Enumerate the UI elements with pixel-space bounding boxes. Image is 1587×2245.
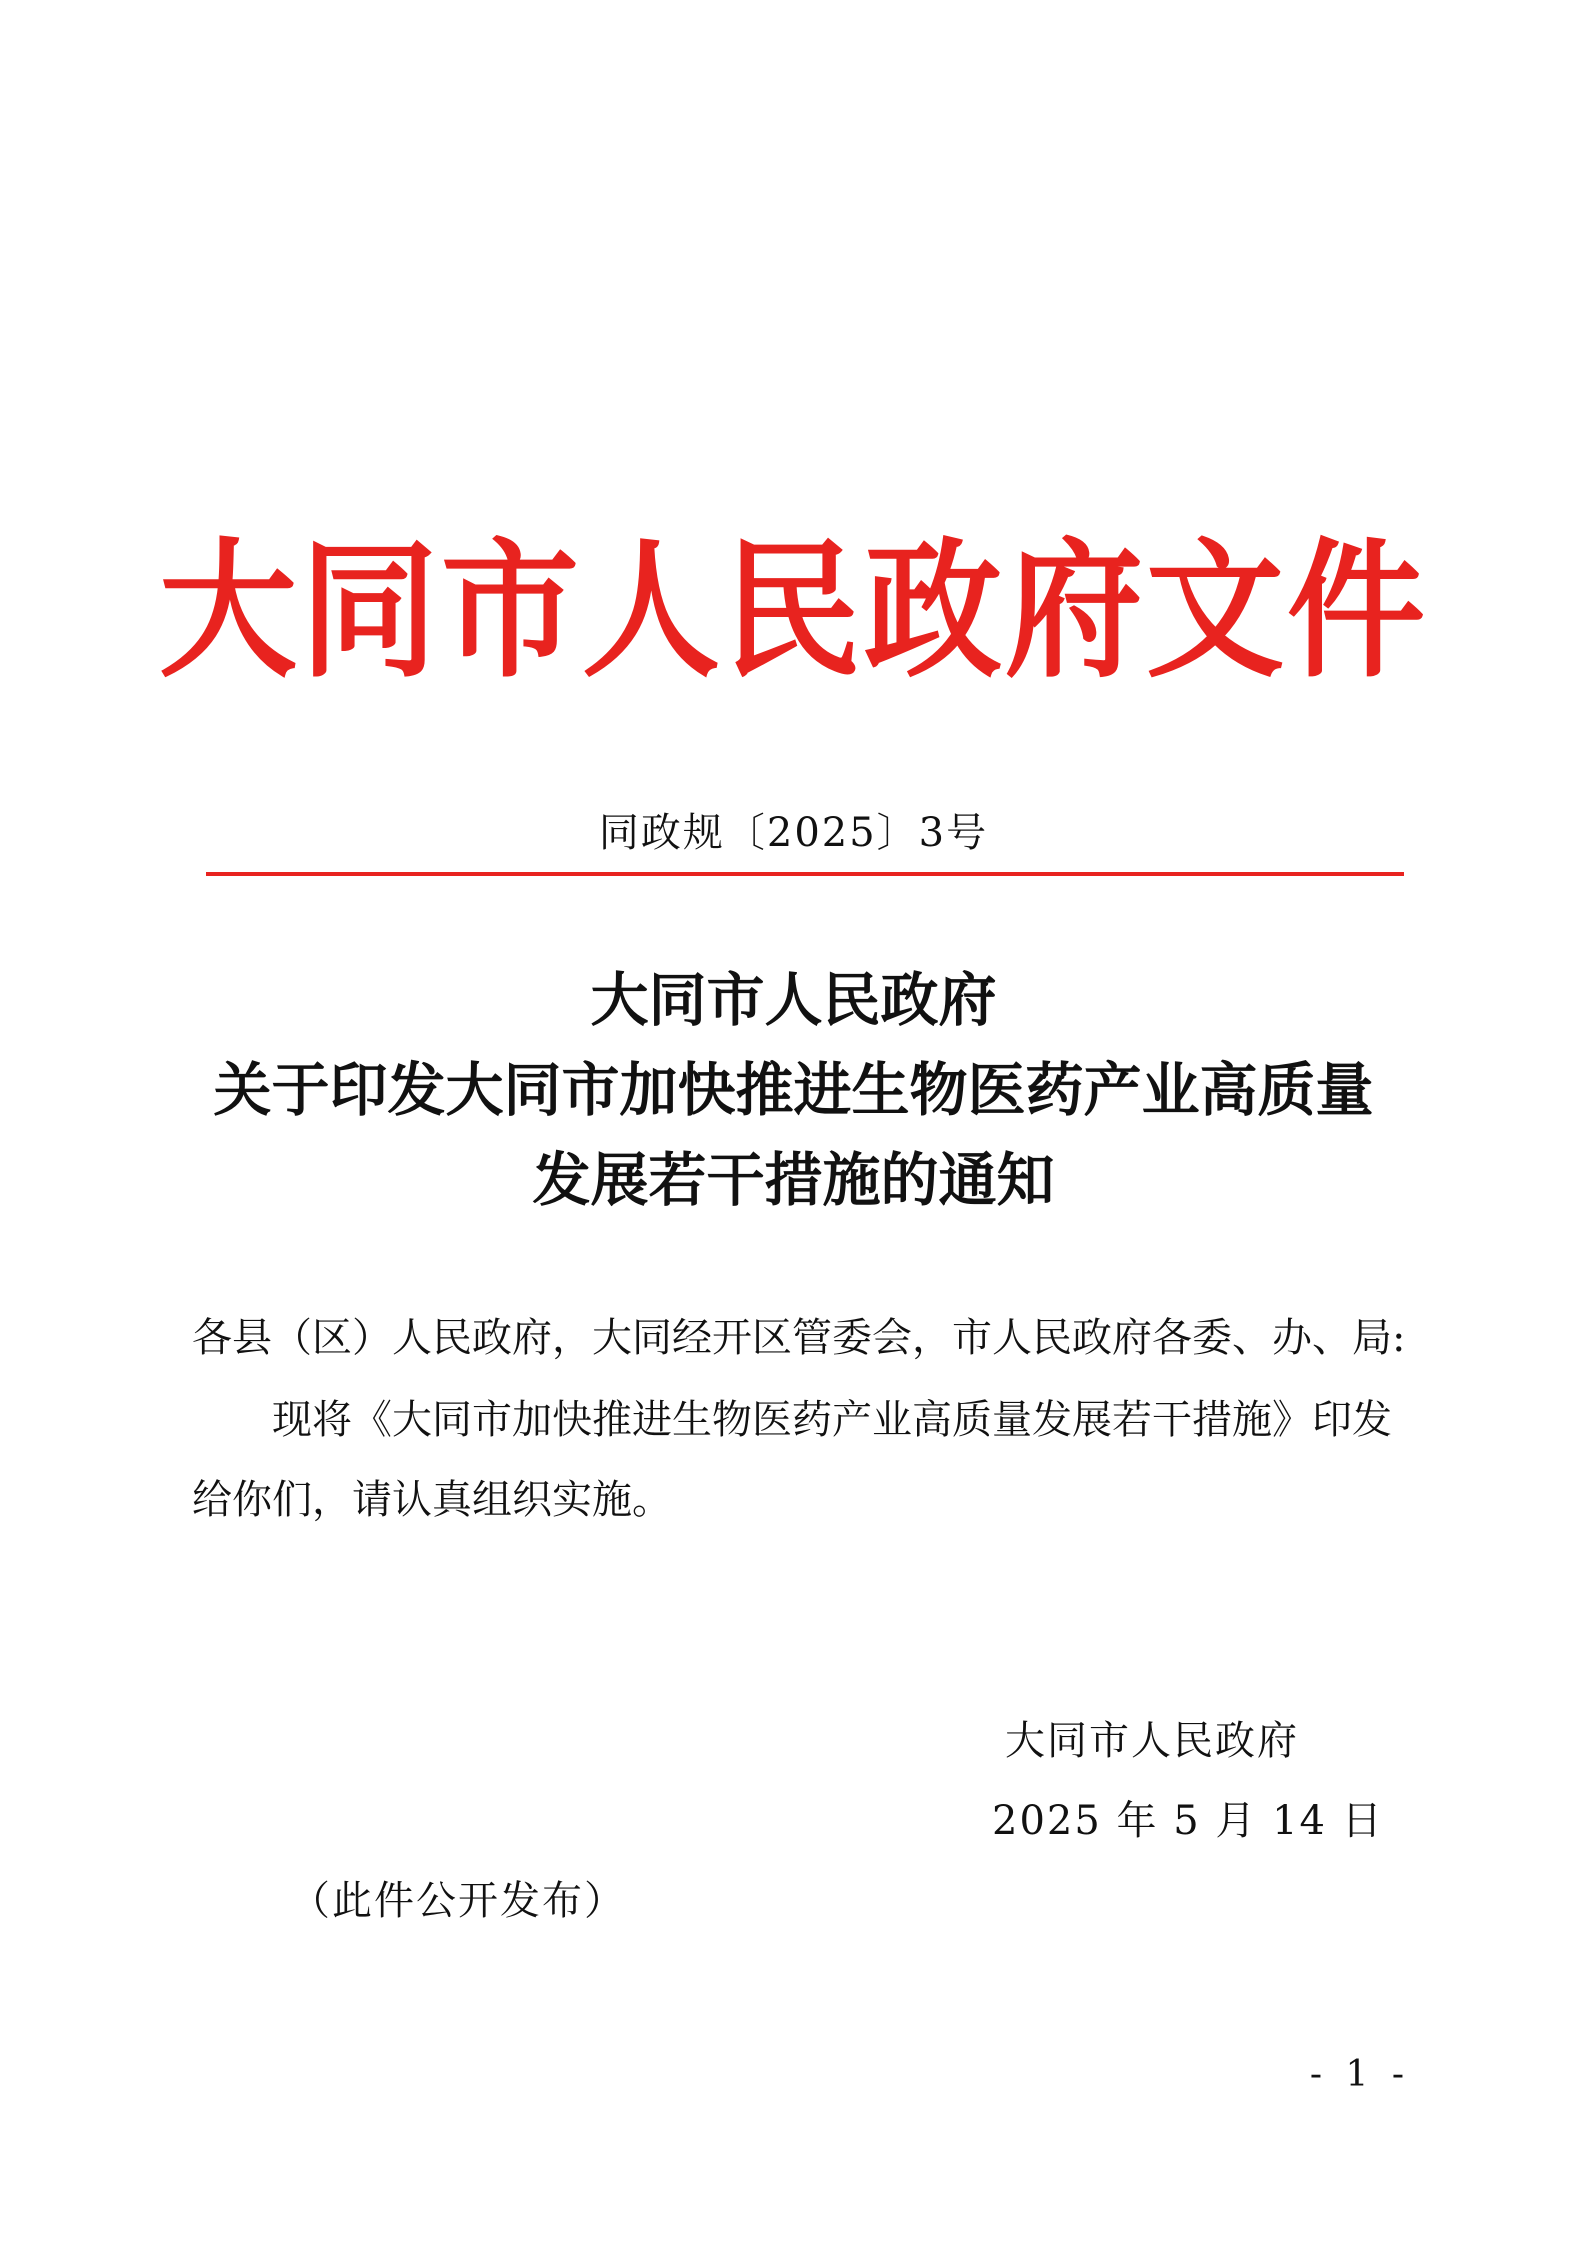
body-paragraph-line-1: 现将《大同市加快推进生物医药产业高质量发展若干措施》印发 [272, 1397, 1392, 1443]
title-line-2: 关于印发大同市加快推进生物医药产业高质量 [213, 1056, 1374, 1124]
public-release-note: （此件公开发布） [290, 1878, 626, 1924]
signature-date: 2025 年 5 月 14 日 [992, 1798, 1384, 1844]
document-number: 同政规〔2025〕3号 [598, 810, 989, 856]
masthead-title: 大同市人民政府文件 [158, 524, 1428, 699]
title-line-3: 发展若干措施的通知 [532, 1146, 1055, 1214]
page-number: - 1 - [1309, 2054, 1410, 2095]
notice-title [0, 955, 1587, 1225]
title-line-1: 大同市人民政府 [590, 966, 997, 1034]
body-paragraph-line-2: 给你们，请认真组织实施。 [192, 1477, 672, 1523]
addressee-line: 各县（区）人民政府，大同经开区管委会，市人民政府各委、办、局: [192, 1315, 1406, 1361]
signature-organization: 大同市人民政府 [1005, 1718, 1299, 1764]
red-divider-line [206, 872, 1404, 876]
